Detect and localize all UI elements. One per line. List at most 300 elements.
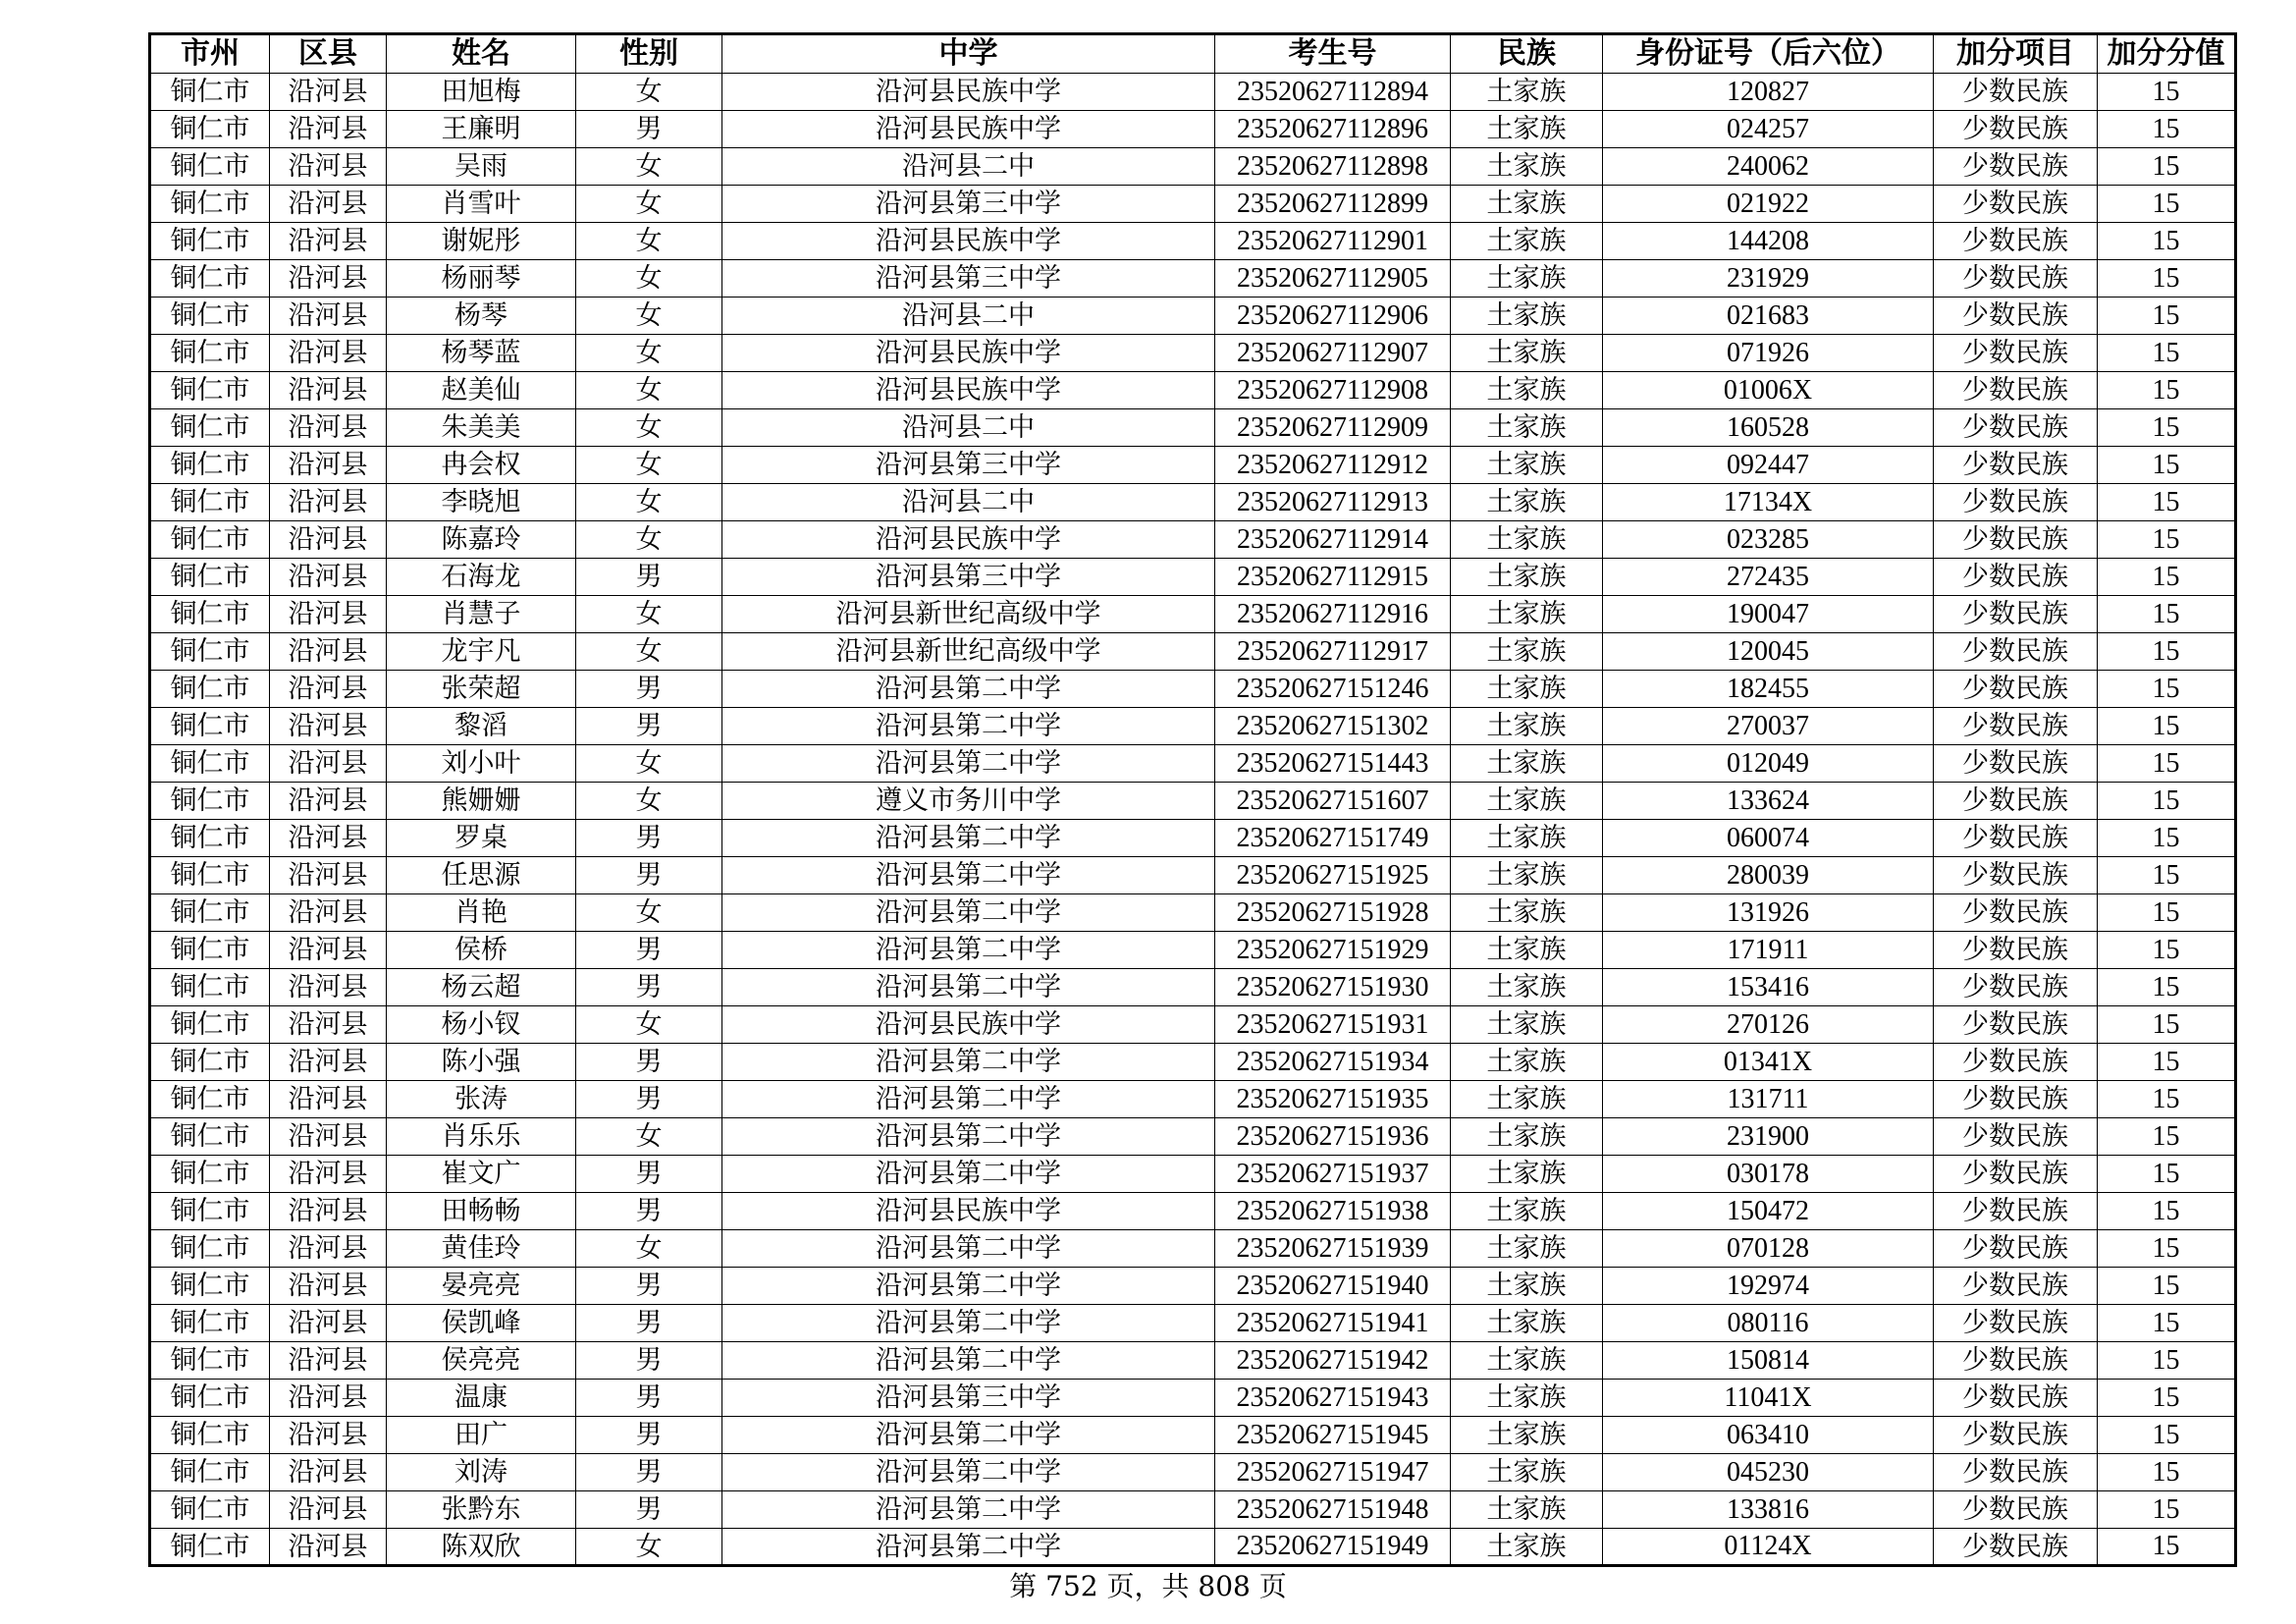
id-suffix-cell: 272435 <box>1603 559 1934 596</box>
county-cell: 沿河县 <box>270 223 387 260</box>
table-row <box>150 708 2236 745</box>
table-row <box>150 1156 2236 1193</box>
county-cell: 沿河县 <box>270 335 387 372</box>
ethnicity-cell: 土家族 <box>1451 671 1603 708</box>
gender-cell: 女 <box>576 894 722 932</box>
school-cell: 遵义市务川中学 <box>722 783 1215 820</box>
bonus-item-cell: 少数民族 <box>1934 1491 2098 1529</box>
bonus-value-cell: 15 <box>2098 484 2236 521</box>
bonus-value-cell: 15 <box>2098 111 2236 148</box>
gender-cell: 男 <box>576 671 722 708</box>
table-row <box>150 1342 2236 1380</box>
county-cell: 沿河县 <box>270 1491 387 1529</box>
name-cell: 肖艳 <box>387 894 576 932</box>
table-row <box>150 820 2236 857</box>
gender-cell: 男 <box>576 1305 722 1342</box>
table-row <box>150 559 2236 596</box>
id-suffix-cell: 160528 <box>1603 409 1934 447</box>
exam-number-cell: 23520627151931 <box>1215 1006 1451 1044</box>
gender-cell: 女 <box>576 596 722 633</box>
city-cell: 铜仁市 <box>150 932 270 969</box>
name-cell: 侯亮亮 <box>387 1342 576 1380</box>
exam-number-cell: 23520627112894 <box>1215 74 1451 111</box>
id-suffix-cell: 01341X <box>1603 1044 1934 1081</box>
exam-number-cell: 23520627151929 <box>1215 932 1451 969</box>
bonus-value-cell: 15 <box>2098 1268 2236 1305</box>
column-header-exam-number: 考生号 <box>1215 34 1451 74</box>
county-cell: 沿河县 <box>270 1529 387 1566</box>
gender-cell: 男 <box>576 1044 722 1081</box>
bonus-item-cell: 少数民族 <box>1934 335 2098 372</box>
county-cell: 沿河县 <box>270 1081 387 1118</box>
gender-cell: 女 <box>576 74 722 111</box>
bonus-value-cell: 15 <box>2098 894 2236 932</box>
city-cell: 铜仁市 <box>150 260 270 298</box>
name-cell: 肖慧子 <box>387 596 576 633</box>
bonus-value-cell: 15 <box>2098 1156 2236 1193</box>
county-cell: 沿河县 <box>270 1305 387 1342</box>
school-cell: 沿河县民族中学 <box>722 335 1215 372</box>
exam-number-cell: 23520627151947 <box>1215 1454 1451 1491</box>
city-cell: 铜仁市 <box>150 1417 270 1454</box>
ethnicity-cell: 土家族 <box>1451 447 1603 484</box>
table-row <box>150 1529 2236 1566</box>
name-cell: 黎滔 <box>387 708 576 745</box>
ethnicity-cell: 土家族 <box>1451 1081 1603 1118</box>
exam-number-cell: 23520627112914 <box>1215 521 1451 559</box>
column-header-county: 区县 <box>270 34 387 74</box>
school-cell: 沿河县第二中学 <box>722 1230 1215 1268</box>
school-cell: 沿河县第二中学 <box>722 671 1215 708</box>
ethnicity-cell: 土家族 <box>1451 1529 1603 1566</box>
name-cell: 温康 <box>387 1380 576 1417</box>
table-row <box>150 857 2236 894</box>
gender-cell: 男 <box>576 969 722 1006</box>
table-row <box>150 671 2236 708</box>
exam-number-cell: 23520627151935 <box>1215 1081 1451 1118</box>
bonus-value-cell: 15 <box>2098 671 2236 708</box>
county-cell: 沿河县 <box>270 820 387 857</box>
school-cell: 沿河县新世纪高级中学 <box>722 633 1215 671</box>
school-cell: 沿河县第二中学 <box>722 1268 1215 1305</box>
bonus-item-cell: 少数民族 <box>1934 783 2098 820</box>
page-footer: 第 752 页，共 808 页 <box>1009 1570 1287 1602</box>
school-cell: 沿河县第二中学 <box>722 1454 1215 1491</box>
bonus-item-cell: 少数民族 <box>1934 1380 2098 1417</box>
ethnicity-cell: 土家族 <box>1451 521 1603 559</box>
name-cell: 肖雪叶 <box>387 186 576 223</box>
city-cell: 铜仁市 <box>150 186 270 223</box>
bonus-item-cell: 少数民族 <box>1934 671 2098 708</box>
bonus-value-cell: 15 <box>2098 1118 2236 1156</box>
id-suffix-cell: 063410 <box>1603 1417 1934 1454</box>
id-suffix-cell: 144208 <box>1603 223 1934 260</box>
city-cell: 铜仁市 <box>150 1268 270 1305</box>
bonus-item-cell: 少数民族 <box>1934 111 2098 148</box>
bonus-item-cell: 少数民族 <box>1934 74 2098 111</box>
county-cell: 沿河县 <box>270 596 387 633</box>
exam-number-cell: 23520627151443 <box>1215 745 1451 783</box>
id-suffix-cell: 012049 <box>1603 745 1934 783</box>
table-row <box>150 633 2236 671</box>
ethnicity-cell: 土家族 <box>1451 708 1603 745</box>
county-cell: 沿河县 <box>270 447 387 484</box>
bonus-value-cell: 15 <box>2098 148 2236 186</box>
city-cell: 铜仁市 <box>150 783 270 820</box>
table-row <box>150 1268 2236 1305</box>
exam-number-cell: 23520627151302 <box>1215 708 1451 745</box>
bonus-value-cell: 15 <box>2098 1380 2236 1417</box>
table-row <box>150 1006 2236 1044</box>
county-cell: 沿河县 <box>270 1230 387 1268</box>
name-cell: 侯凯峰 <box>387 1305 576 1342</box>
bonus-item-cell: 少数民族 <box>1934 1156 2098 1193</box>
table-row <box>150 1491 2236 1529</box>
gender-cell: 男 <box>576 932 722 969</box>
table-row <box>150 932 2236 969</box>
id-suffix-cell: 070128 <box>1603 1230 1934 1268</box>
bonus-value-cell: 15 <box>2098 223 2236 260</box>
gender-cell: 男 <box>576 1417 722 1454</box>
name-cell: 朱美美 <box>387 409 576 447</box>
table-row <box>150 1230 2236 1268</box>
bonus-value-cell: 15 <box>2098 1417 2236 1454</box>
school-cell: 沿河县第二中学 <box>722 1417 1215 1454</box>
city-cell: 铜仁市 <box>150 1044 270 1081</box>
name-cell: 侯桥 <box>387 932 576 969</box>
city-cell: 铜仁市 <box>150 559 270 596</box>
school-cell: 沿河县第二中学 <box>722 1044 1215 1081</box>
exam-number-cell: 23520627151246 <box>1215 671 1451 708</box>
city-cell: 铜仁市 <box>150 1529 270 1566</box>
id-suffix-cell: 131926 <box>1603 894 1934 932</box>
bonus-value-cell: 15 <box>2098 1491 2236 1529</box>
name-cell: 龙宇凡 <box>387 633 576 671</box>
ethnicity-cell: 土家族 <box>1451 857 1603 894</box>
county-cell: 沿河县 <box>270 633 387 671</box>
name-cell: 熊姗姗 <box>387 783 576 820</box>
bonus-value-cell: 15 <box>2098 820 2236 857</box>
ethnicity-cell: 土家族 <box>1451 148 1603 186</box>
city-cell: 铜仁市 <box>150 298 270 335</box>
county-cell: 沿河县 <box>270 409 387 447</box>
ethnicity-cell: 土家族 <box>1451 969 1603 1006</box>
header-row <box>150 34 2236 74</box>
gender-cell: 女 <box>576 1230 722 1268</box>
name-cell: 田旭梅 <box>387 74 576 111</box>
school-cell: 沿河县民族中学 <box>722 521 1215 559</box>
bonus-value-cell: 15 <box>2098 409 2236 447</box>
column-header-bonus-item: 加分项目 <box>1934 34 2098 74</box>
name-cell: 吴雨 <box>387 148 576 186</box>
table-row <box>150 409 2236 447</box>
school-cell: 沿河县第二中学 <box>722 1118 1215 1156</box>
id-suffix-cell: 024257 <box>1603 111 1934 148</box>
bonus-item-cell: 少数民族 <box>1934 1305 2098 1342</box>
gender-cell: 男 <box>576 1156 722 1193</box>
name-cell: 冉会权 <box>387 447 576 484</box>
city-cell: 铜仁市 <box>150 633 270 671</box>
city-cell: 铜仁市 <box>150 820 270 857</box>
ethnicity-cell: 土家族 <box>1451 1380 1603 1417</box>
city-cell: 铜仁市 <box>150 857 270 894</box>
table-row <box>150 298 2236 335</box>
bonus-item-cell: 少数民族 <box>1934 1006 2098 1044</box>
bonus-item-cell: 少数民族 <box>1934 745 2098 783</box>
bonus-item-cell: 少数民族 <box>1934 447 2098 484</box>
gender-cell: 女 <box>576 223 722 260</box>
name-cell: 任思源 <box>387 857 576 894</box>
county-cell: 沿河县 <box>270 1193 387 1230</box>
gender-cell: 男 <box>576 708 722 745</box>
table-row <box>150 484 2236 521</box>
gender-cell: 女 <box>576 186 722 223</box>
school-cell: 沿河县民族中学 <box>722 223 1215 260</box>
name-cell: 肖乐乐 <box>387 1118 576 1156</box>
exam-number-cell: 23520627151943 <box>1215 1380 1451 1417</box>
school-cell: 沿河县第二中学 <box>722 1156 1215 1193</box>
id-suffix-cell: 240062 <box>1603 148 1934 186</box>
id-suffix-cell: 270037 <box>1603 708 1934 745</box>
id-suffix-cell: 120827 <box>1603 74 1934 111</box>
gender-cell: 女 <box>576 260 722 298</box>
bonus-value-cell: 15 <box>2098 969 2236 1006</box>
city-cell: 铜仁市 <box>150 1454 270 1491</box>
school-cell: 沿河县民族中学 <box>722 74 1215 111</box>
exam-number-cell: 23520627151934 <box>1215 1044 1451 1081</box>
column-header-gender: 性别 <box>576 34 722 74</box>
school-cell: 沿河县二中 <box>722 484 1215 521</box>
school-cell: 沿河县第二中学 <box>722 1081 1215 1118</box>
exam-number-cell: 23520627112917 <box>1215 633 1451 671</box>
name-cell: 陈嘉玲 <box>387 521 576 559</box>
city-cell: 铜仁市 <box>150 1380 270 1417</box>
city-cell: 铜仁市 <box>150 1491 270 1529</box>
ethnicity-cell: 土家族 <box>1451 186 1603 223</box>
bonus-item-cell: 少数民族 <box>1934 484 2098 521</box>
id-suffix-cell: 17134X <box>1603 484 1934 521</box>
county-cell: 沿河县 <box>270 1454 387 1491</box>
county-cell: 沿河县 <box>270 521 387 559</box>
exam-number-cell: 23520627151942 <box>1215 1342 1451 1380</box>
table-row <box>150 1454 2236 1491</box>
name-cell: 赵美仙 <box>387 372 576 409</box>
city-cell: 铜仁市 <box>150 1305 270 1342</box>
bonus-value-cell: 15 <box>2098 260 2236 298</box>
table-row <box>150 1193 2236 1230</box>
gender-cell: 女 <box>576 148 722 186</box>
exam-number-cell: 23520627151936 <box>1215 1118 1451 1156</box>
column-header-id-suffix: 身份证号（后六位） <box>1603 34 1934 74</box>
name-cell: 田广 <box>387 1417 576 1454</box>
school-cell: 沿河县第三中学 <box>722 1380 1215 1417</box>
bonus-item-cell: 少数民族 <box>1934 1417 2098 1454</box>
table-row <box>150 1380 2236 1417</box>
gender-cell: 女 <box>576 409 722 447</box>
id-suffix-cell: 021922 <box>1603 186 1934 223</box>
bonus-item-cell: 少数民族 <box>1934 708 2098 745</box>
name-cell: 杨琴 <box>387 298 576 335</box>
ethnicity-cell: 土家族 <box>1451 1454 1603 1491</box>
name-cell: 张涛 <box>387 1081 576 1118</box>
exam-number-cell: 23520627112898 <box>1215 148 1451 186</box>
bonus-value-cell: 15 <box>2098 1305 2236 1342</box>
city-cell: 铜仁市 <box>150 1118 270 1156</box>
name-cell: 黄佳玲 <box>387 1230 576 1268</box>
ethnicity-cell: 土家族 <box>1451 335 1603 372</box>
name-cell: 杨丽琴 <box>387 260 576 298</box>
bonus-value-cell: 15 <box>2098 335 2236 372</box>
ethnicity-cell: 土家族 <box>1451 559 1603 596</box>
gender-cell: 男 <box>576 820 722 857</box>
table-row <box>150 783 2236 820</box>
name-cell: 张荣超 <box>387 671 576 708</box>
bonus-item-cell: 少数民族 <box>1934 148 2098 186</box>
id-suffix-cell: 021683 <box>1603 298 1934 335</box>
table-row <box>150 186 2236 223</box>
ethnicity-cell: 土家族 <box>1451 298 1603 335</box>
county-cell: 沿河县 <box>270 894 387 932</box>
table-row <box>150 111 2236 148</box>
city-cell: 铜仁市 <box>150 1193 270 1230</box>
county-cell: 沿河县 <box>270 148 387 186</box>
name-cell: 崔文广 <box>387 1156 576 1193</box>
bonus-value-cell: 15 <box>2098 633 2236 671</box>
column-header-city: 市州 <box>150 34 270 74</box>
exam-number-cell: 23520627112916 <box>1215 596 1451 633</box>
id-suffix-cell: 01006X <box>1603 372 1934 409</box>
school-cell: 沿河县第二中学 <box>722 857 1215 894</box>
bonus-item-cell: 少数民族 <box>1934 559 2098 596</box>
gender-cell: 男 <box>576 1193 722 1230</box>
bonus-value-cell: 15 <box>2098 521 2236 559</box>
name-cell: 罗桌 <box>387 820 576 857</box>
bonus-item-cell: 少数民族 <box>1934 633 2098 671</box>
score-bonus-table <box>148 32 2237 1567</box>
name-cell: 陈小强 <box>387 1044 576 1081</box>
bonus-value-cell: 15 <box>2098 596 2236 633</box>
gender-cell: 男 <box>576 1268 722 1305</box>
bonus-value-cell: 15 <box>2098 372 2236 409</box>
gender-cell: 男 <box>576 1081 722 1118</box>
name-cell: 陈双欣 <box>387 1529 576 1566</box>
bonus-item-cell: 少数民族 <box>1934 857 2098 894</box>
school-cell: 沿河县第二中学 <box>722 1342 1215 1380</box>
ethnicity-cell: 土家族 <box>1451 1342 1603 1380</box>
gender-cell: 女 <box>576 372 722 409</box>
city-cell: 铜仁市 <box>150 447 270 484</box>
county-cell: 沿河县 <box>270 1156 387 1193</box>
name-cell: 刘涛 <box>387 1454 576 1491</box>
id-suffix-cell: 120045 <box>1603 633 1934 671</box>
school-cell: 沿河县第三中学 <box>722 559 1215 596</box>
ethnicity-cell: 土家族 <box>1451 1491 1603 1529</box>
bonus-value-cell: 15 <box>2098 1193 2236 1230</box>
ethnicity-cell: 土家族 <box>1451 1118 1603 1156</box>
id-suffix-cell: 131711 <box>1603 1081 1934 1118</box>
id-suffix-cell: 080116 <box>1603 1305 1934 1342</box>
column-header-bonus-value: 加分分值 <box>2098 34 2236 74</box>
table-row <box>150 223 2236 260</box>
table-row <box>150 521 2236 559</box>
ethnicity-cell: 土家族 <box>1451 1193 1603 1230</box>
ethnicity-cell: 土家族 <box>1451 1230 1603 1268</box>
ethnicity-cell: 土家族 <box>1451 484 1603 521</box>
city-cell: 铜仁市 <box>150 335 270 372</box>
id-suffix-cell: 030178 <box>1603 1156 1934 1193</box>
city-cell: 铜仁市 <box>150 1081 270 1118</box>
exam-number-cell: 23520627151941 <box>1215 1305 1451 1342</box>
id-suffix-cell: 060074 <box>1603 820 1934 857</box>
name-cell: 石海龙 <box>387 559 576 596</box>
school-cell: 沿河县第二中学 <box>722 1491 1215 1529</box>
gender-cell: 女 <box>576 447 722 484</box>
city-cell: 铜仁市 <box>150 1230 270 1268</box>
id-suffix-cell: 280039 <box>1603 857 1934 894</box>
table-row <box>150 1305 2236 1342</box>
county-cell: 沿河县 <box>270 1342 387 1380</box>
table-row <box>150 1081 2236 1118</box>
bonus-item-cell: 少数民族 <box>1934 1342 2098 1380</box>
table-row <box>150 1118 2236 1156</box>
school-cell: 沿河县二中 <box>722 409 1215 447</box>
name-cell: 杨小钗 <box>387 1006 576 1044</box>
table-row <box>150 1044 2236 1081</box>
exam-number-cell: 23520627151940 <box>1215 1268 1451 1305</box>
exam-number-cell: 23520627112906 <box>1215 298 1451 335</box>
id-suffix-cell: 11041X <box>1603 1380 1934 1417</box>
school-cell: 沿河县第三中学 <box>722 447 1215 484</box>
name-cell: 张黔东 <box>387 1491 576 1529</box>
gender-cell: 男 <box>576 1342 722 1380</box>
bonus-item-cell: 少数民族 <box>1934 186 2098 223</box>
id-suffix-cell: 150814 <box>1603 1342 1934 1380</box>
id-suffix-cell: 182455 <box>1603 671 1934 708</box>
gender-cell: 女 <box>576 298 722 335</box>
city-cell: 铜仁市 <box>150 484 270 521</box>
id-suffix-cell: 270126 <box>1603 1006 1934 1044</box>
county-cell: 沿河县 <box>270 111 387 148</box>
ethnicity-cell: 土家族 <box>1451 1156 1603 1193</box>
table-row <box>150 260 2236 298</box>
bonus-value-cell: 15 <box>2098 1081 2236 1118</box>
county-cell: 沿河县 <box>270 559 387 596</box>
school-cell: 沿河县第二中学 <box>722 932 1215 969</box>
bonus-item-cell: 少数民族 <box>1934 596 2098 633</box>
table-row <box>150 148 2236 186</box>
county-cell: 沿河县 <box>270 1006 387 1044</box>
id-suffix-cell: 092447 <box>1603 447 1934 484</box>
school-cell: 沿河县第二中学 <box>722 708 1215 745</box>
county-cell: 沿河县 <box>270 783 387 820</box>
school-cell: 沿河县第二中学 <box>722 969 1215 1006</box>
ethnicity-cell: 土家族 <box>1451 372 1603 409</box>
city-cell: 铜仁市 <box>150 111 270 148</box>
exam-number-cell: 23520627151937 <box>1215 1156 1451 1193</box>
id-suffix-cell: 150472 <box>1603 1193 1934 1230</box>
name-cell: 刘小叶 <box>387 745 576 783</box>
name-cell: 杨琴蓝 <box>387 335 576 372</box>
ethnicity-cell: 土家族 <box>1451 596 1603 633</box>
bonus-item-cell: 少数民族 <box>1934 1529 2098 1566</box>
county-cell: 沿河县 <box>270 671 387 708</box>
city-cell: 铜仁市 <box>150 596 270 633</box>
id-suffix-cell: 023285 <box>1603 521 1934 559</box>
bonus-item-cell: 少数民族 <box>1934 521 2098 559</box>
county-cell: 沿河县 <box>270 298 387 335</box>
city-cell: 铜仁市 <box>150 671 270 708</box>
gender-cell: 男 <box>576 1491 722 1529</box>
